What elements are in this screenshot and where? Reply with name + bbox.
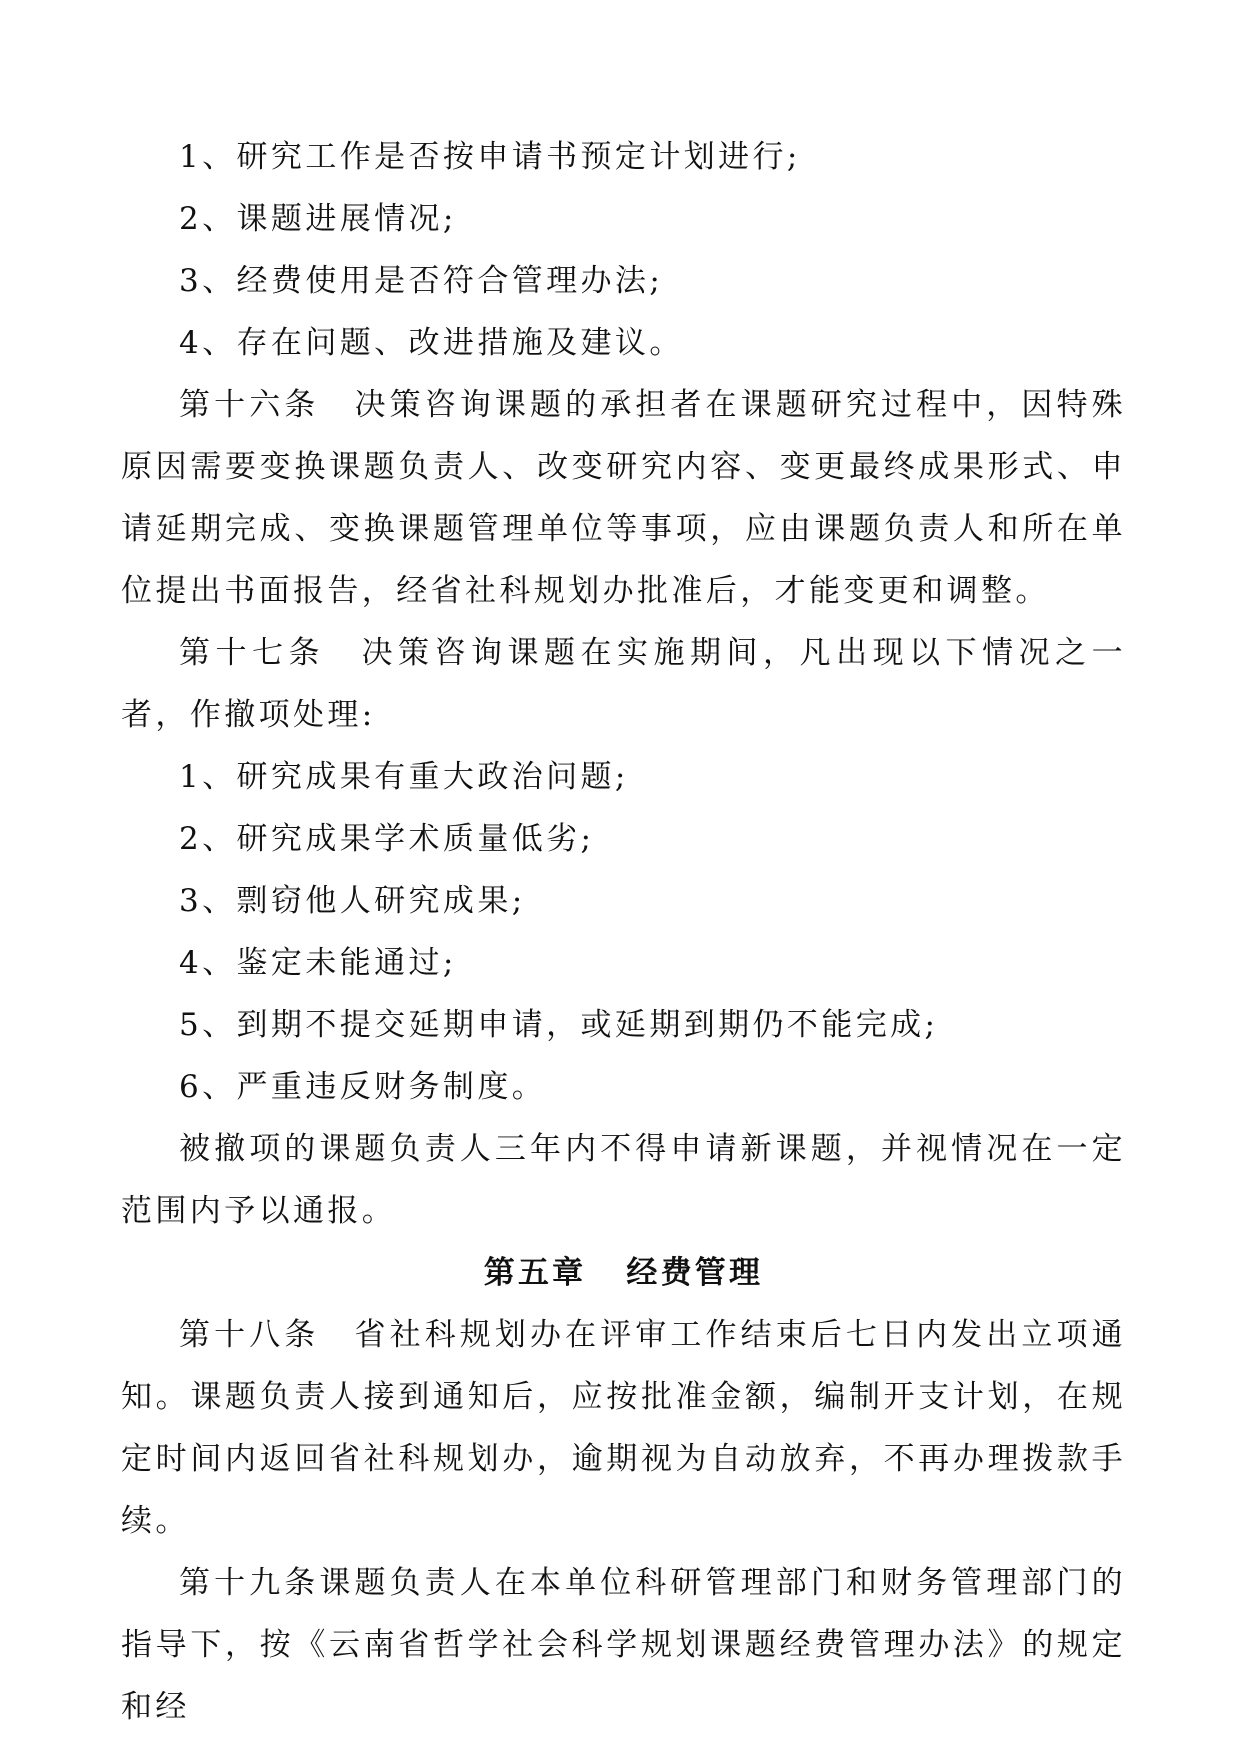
- list-item: 1、研究工作是否按申请书预定计划进行;: [179, 139, 801, 175]
- chapter-title: 经费管理: [626, 1255, 764, 1291]
- list-item: 5、到期不提交延期申请，或延期到期仍不能完成;: [179, 1007, 939, 1043]
- list-item: 2、课题进展情况;: [179, 201, 457, 237]
- chapter-number: 第五章: [483, 1255, 587, 1291]
- article-17: 第十七条 决策咨询课题在实施期间，凡出现以下情况之一者，作撤项处理:: [121, 635, 1126, 733]
- article-18: 第十八条 省社科规划办在评审工作结束后七日内发出立项通知。课题负责人接到通知后，应按批准金额，编制开支计划，在规定时间内返回省社科规划办，逾期视为自动放弃，不再办理拨款手续。: [121, 1317, 1126, 1539]
- list-item: 4、鉴定未能通过;: [179, 945, 457, 981]
- chapter-heading: [121, 1242, 1126, 1304]
- list-item: 6、严重违反财务制度。: [179, 1069, 547, 1105]
- list-item: 3、剽窃他人研究成果;: [179, 883, 526, 919]
- article-19: 第十九条课题负责人在本单位科研管理部门和财务管理部门的指导下，按《云南省哲学社会科学规划课题经费管理办法》的规定和经: [121, 1565, 1126, 1725]
- list-item: 3、经费使用是否符合管理办法;: [179, 263, 664, 299]
- list-item: 1、研究成果有重大政治问题;: [179, 759, 629, 795]
- revocation-note: 被撤项的课题负责人三年内不得申请新课题，并视情况在一定范围内予以通报。: [121, 1131, 1126, 1229]
- document-body: [121, 126, 1126, 1738]
- article-16: 第十六条 决策咨询课题的承担者在课题研究过程中，因特殊原因需要变换课题负责人、改变研究内容、变更最终成果形式、申请延期完成、变换课题管理单位等事项，应由课题负责人和所在单位提出书面报告，经省社科规划办批准后，才能变更和调整。: [121, 387, 1126, 609]
- list-item: 4、存在问题、改进措施及建议。: [179, 325, 684, 361]
- list-item: 2、研究成果学术质量低劣;: [179, 821, 595, 857]
